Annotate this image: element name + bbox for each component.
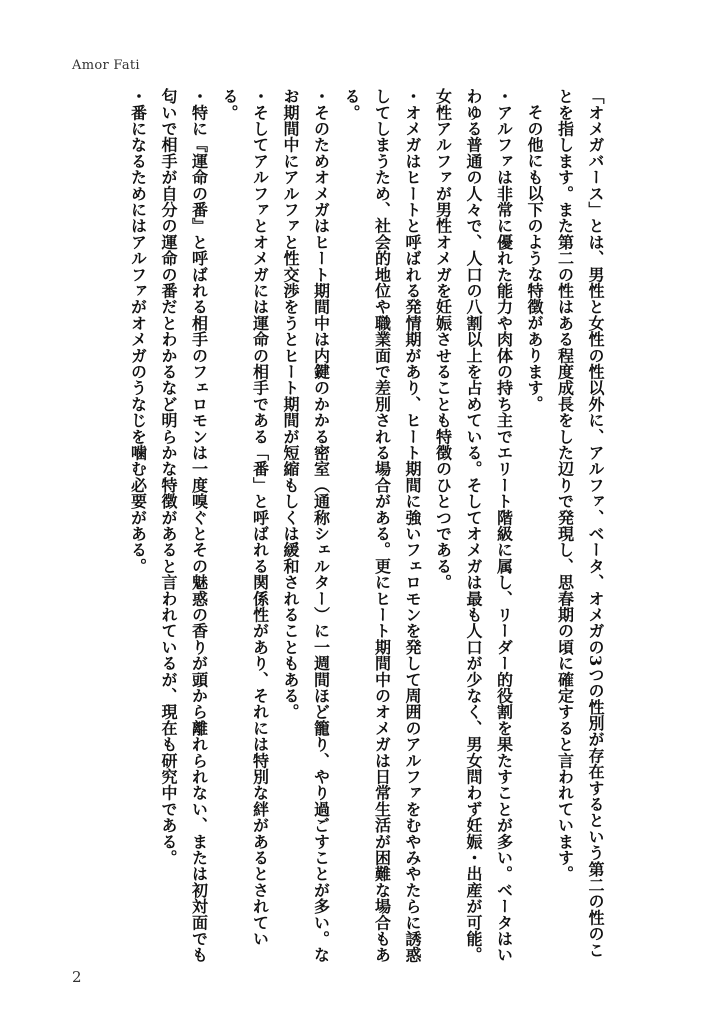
- list-item-fated-pair: ・特に『運命の番』と呼ばれる相手のフェロモンは一度嗅ぐとその魅惑の香りが頭から離れられない、または初対面でも匂いで相手が自分の運命の番だとわかるなど明らかな特徴があると言われているが、現在も研究中である。: [159, 88, 209, 963]
- paragraph-intro: その他にも以下のような特徴があります。: [525, 104, 544, 412]
- list-item-heat: ・オメガはヒートと呼ばれる発情期があり、ヒート期間に強いフェロモンを発して周囲のアルファをむやみやたらに誘惑してしまうため、社会的地位や職業面で差別される場合がある。更にヒート期間中のオメガは日常生活が困難な場合もある。: [342, 88, 422, 963]
- paragraph-definition: 「オメガバース」とは、男性と女性の性以外に、アルファ、ベータ、オメガの3つの性別が存在するという第二の性のことを指します。また第二の性はある程度成長をした辺りで発現し、思春期の頃に確定すると言われています。: [555, 88, 605, 958]
- list-item-bond: ・そしてアルファとオメガには運命の相手である「番」と呼ばれる関係性があり、それには特別な絆があるとされている。: [220, 88, 270, 947]
- list-item-bite: ・番になるためにはアルファがオメガのうなじを噛む必要がある。: [128, 88, 148, 574]
- page-number: 2: [72, 968, 82, 986]
- list-item-alpha-beta-omega: ・アルファは非常に優れた能力や肉体の持ち主でエリート階級に属し、リーダー的役割を果たすことが多い。ベータはいわゆる普通の人々で、人口の八割以上を占めている。そしてオメガは最も人口が少なく、男女問わず妊娠・出産が可能。女性アルファが男性オメガを妊娠させることも特徴のひとつである。: [433, 88, 514, 963]
- running-header: Amor Fati: [72, 58, 140, 73]
- vertical-body-text: [90, 88, 610, 968]
- list-item-shelter: ・そのためオメガはヒート期間中は内鍵のかかる密室（通称シェルター）に一週間ほど籠り、やり過ごすことが多い。なお期間中にアルファと性交渉をうとヒート期間が短縮もしくは緩和されることもある。: [281, 88, 331, 963]
